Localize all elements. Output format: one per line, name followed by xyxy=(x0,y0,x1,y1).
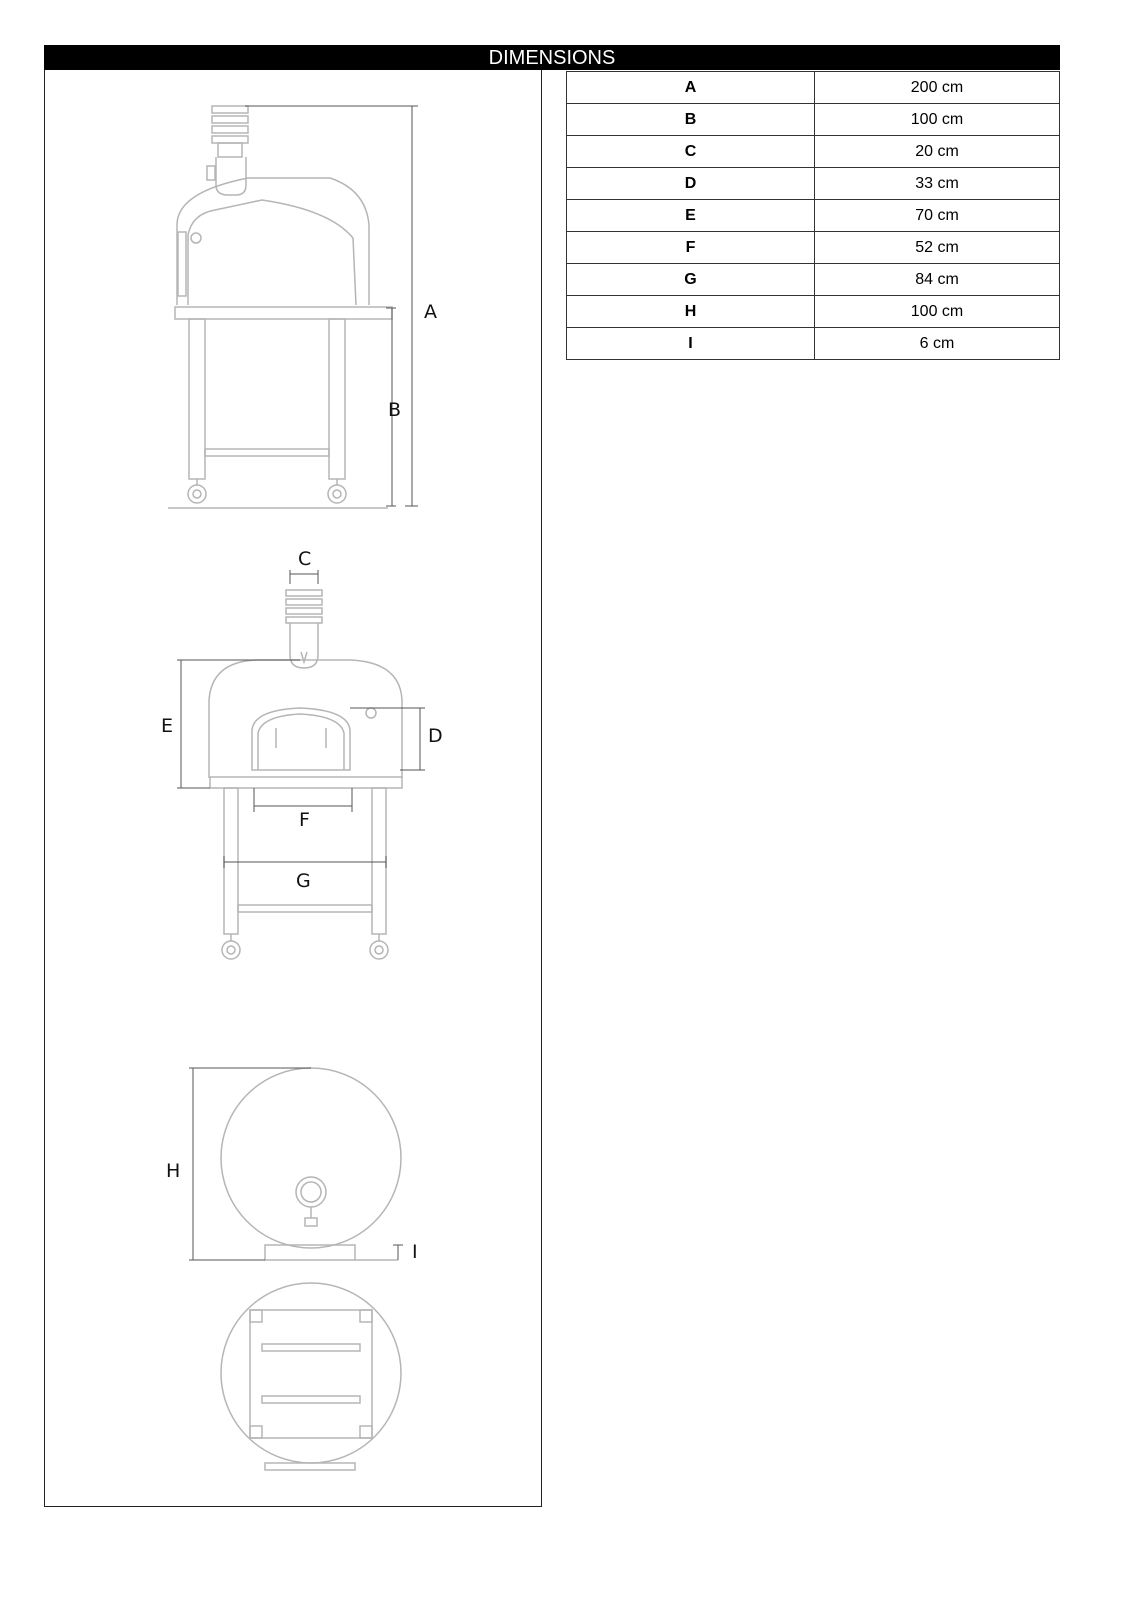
row-value: 70 cm xyxy=(815,200,1060,232)
table-row xyxy=(567,72,1060,104)
row-label: D xyxy=(567,168,815,200)
label-e: E xyxy=(161,715,174,737)
table-row xyxy=(567,328,1060,360)
row-value: 33 cm xyxy=(815,168,1060,200)
row-value: 84 cm xyxy=(815,264,1060,296)
row-label: B xyxy=(567,104,815,136)
label-d: D xyxy=(428,725,443,747)
label-b: B xyxy=(388,399,402,421)
label-g: G xyxy=(296,870,311,892)
row-value: 6 cm xyxy=(815,328,1060,360)
front-view-drawing xyxy=(209,590,402,959)
label-a: A xyxy=(424,301,437,323)
row-value: 52 cm xyxy=(815,232,1060,264)
row-value: 200 cm xyxy=(815,72,1060,104)
table-row xyxy=(567,168,1060,200)
row-label: H xyxy=(567,296,815,328)
row-label: A xyxy=(567,72,815,104)
table-row xyxy=(567,104,1060,136)
row-label: I xyxy=(567,328,815,360)
label-h: H xyxy=(166,1160,181,1182)
top-view-drawing xyxy=(221,1283,401,1470)
label-i: I xyxy=(412,1241,418,1263)
table-row xyxy=(567,296,1060,328)
label-c: C xyxy=(298,548,312,570)
row-label: G xyxy=(567,264,815,296)
header-title: DIMENSIONS xyxy=(488,47,616,69)
side-view-drawing xyxy=(168,106,392,508)
row-label: E xyxy=(567,200,815,232)
row-value: 20 cm xyxy=(815,136,1060,168)
back-view-drawing xyxy=(221,1068,401,1260)
table-row xyxy=(567,200,1060,232)
table-row xyxy=(567,264,1060,296)
label-f: F xyxy=(299,809,310,831)
table-row xyxy=(567,136,1060,168)
row-value: 100 cm xyxy=(815,104,1060,136)
row-label: C xyxy=(567,136,815,168)
table-row xyxy=(567,232,1060,264)
row-label: F xyxy=(567,232,815,264)
row-value: 100 cm xyxy=(815,296,1060,328)
dimensions-table xyxy=(566,71,1060,360)
